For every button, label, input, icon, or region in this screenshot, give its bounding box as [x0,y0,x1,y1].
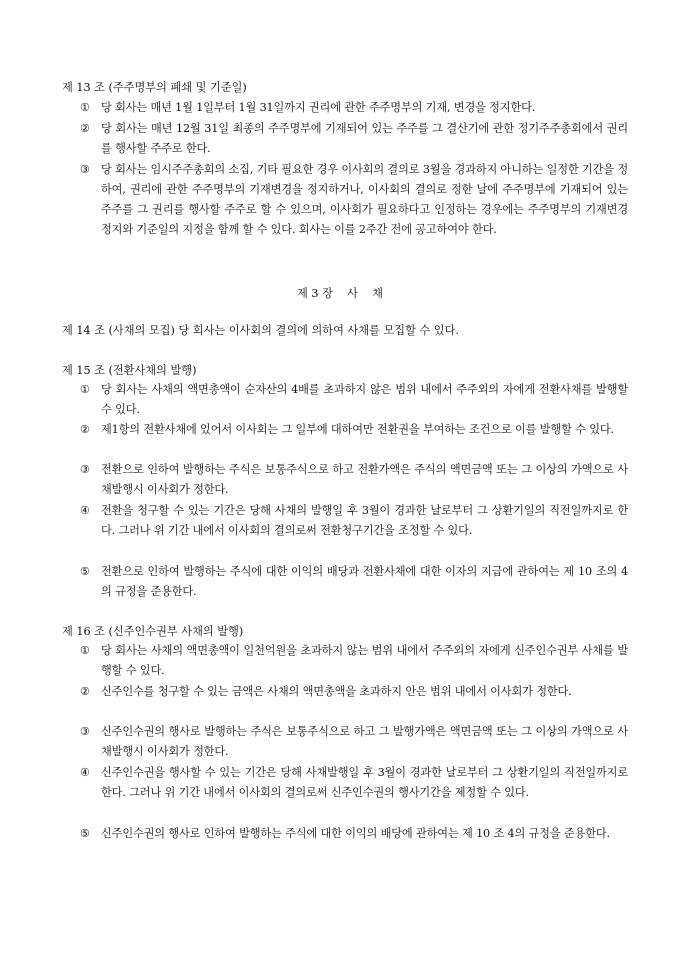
item-text: 신주인수권의 행사로 인하여 발행하는 주식에 대한 이익의 배당에 관하여는 제 10 조 4의 규정을 준용한다. [101,827,610,840]
item-number: ① [80,644,91,657]
item-number: ③ [80,463,91,476]
article-16-item-1 [80,641,628,681]
item-number: ⑤ [80,565,91,578]
article-15-heading: 제 15 조 (전환사채의 발행) [62,364,197,377]
item-text: 당 회사는 매년 1월 1일부터 1월 31일까지 권리에 관한 주주명부의 기재, 변경을 정지한다. [101,101,536,114]
item-number: ③ [80,725,91,738]
article-16-heading: 제 16 조 (신주인수권부 사채의 발행) [62,625,244,638]
item-number: ② [80,122,91,135]
item-number: ① [80,383,91,396]
article-13-item-2 [80,119,628,159]
item-text: 신주인수를 청구할 수 있는 금액은 사채의 액면총액을 초과하지 안은 범위 내에서 이사회가 정한다. [101,685,572,698]
article-15-item-2 [80,420,628,440]
article-15-item-3 [80,460,628,500]
article-15-item-1 [80,380,628,420]
item-text: 신주인수권을 행사할 수 있는 기간은 당해 사채발행일 후 3월이 경과한 날로부터 그 상환기일의 직전일까지로 한다. 그러나 위 기간 내에서 이사회의 결의로써 신주인수권의 행사기간을 제정할 수 있다. [101,766,628,799]
article-13-item-1 [80,98,628,118]
chapter-3-heading: 제 3 장 사 채 [297,287,383,300]
item-number: ⑤ [80,827,91,840]
article-16-item-4 [80,763,628,803]
item-text: 전환으로 인하여 발행하는 주식은 보통주식으로 하고 전환가액은 주식의 액면금액 또는 그 이상의 가액으로 사채발행시 이사회가 정한다. [101,463,628,496]
article-13-heading: 제 13 조 (주주명부의 폐쇄 및 기준일) [62,81,247,94]
item-text: 당 회사는 사채의 액면총액이 일천억원을 초과하지 않는 범위 내에서 주주외의 자에게 신주인수권부 사채를 발행할 수 있다. [101,644,628,677]
item-text: 당 회사는 사채의 액면총액이 순자산의 4배를 초과하지 않은 범위 내에서 주주외의 자에게 전환사채를 발행할 수 있다. [101,383,628,416]
article-14-heading: 제 14 조 (사채의 모집) 당 회사는 이사회의 결의에 의하여 사채를 모집할 수 있다. [62,324,459,337]
item-number: ② [80,685,91,698]
item-number: ② [80,423,91,436]
item-text: 당 회사는 매년 12월 31일 최종의 주주명부에 기재되어 있는 주주를 그 결산기에 관한 정기주주총회에서 권리를 행사할 주주로 한다. [101,122,628,155]
item-number: ③ [80,163,91,176]
item-text: 당 회사는 임시주주총회의 소집, 기타 필요한 경우 이사회의 결의로 3월을 경과하지 아니하는 일정한 기간을 정하여, 권리에 관한 주주명부의 기재변경을 정지하거나, 이사회의 결의로 정한 날에 주주명부에 기재되어 있는 주주를 그 권리를 행사할 주주로 할 수 있으며, 이사회가 필요하다고 인정하는 경우에는 주주명부의 기재변경 정지와 기준일의 지정을 함께 할 수 있다. 회사는 이를 2주간 전에 공고하여야 한다. [101,163,628,236]
item-text: 전환을 청구할 수 있는 기간은 당해 사채의 발행일 후 3월이 경과한 날로부터 그 상환기일의 직전일까지로 한다. 그러나 위 기간 내에서 이사회의 결의로써 전환청구기간을 조정할 수 있다. [101,504,628,537]
item-text: 신주인수권의 행사로 발행하는 주식은 보통주식으로 하고 그 발행가액은 액면금액 또는 그 이상의 가액으로 사채발행시 이사회가 정한다. [101,725,628,758]
article-13-item-3 [80,160,628,240]
article-16-item-3 [80,722,628,762]
article-16-item-5 [80,824,628,844]
item-number: ④ [80,766,91,779]
article-16-item-2 [80,682,628,702]
article-15-item-4 [80,501,628,541]
article-15-item-5 [80,562,628,602]
item-text: 제1항의 전환사채에 있어서 이사회는 그 일부에 대하여만 전환권을 부여하는 조건으로 이를 발행할 수 있다. [101,423,614,436]
item-number: ① [80,101,91,114]
item-text: 전환으로 인하여 발행하는 주식에 대한 이익의 배당과 전환사채에 대한 이자의 지급에 관하여는 제 10 조의 4의 규정을 준용한다. [101,565,628,598]
item-number: ④ [80,504,91,517]
